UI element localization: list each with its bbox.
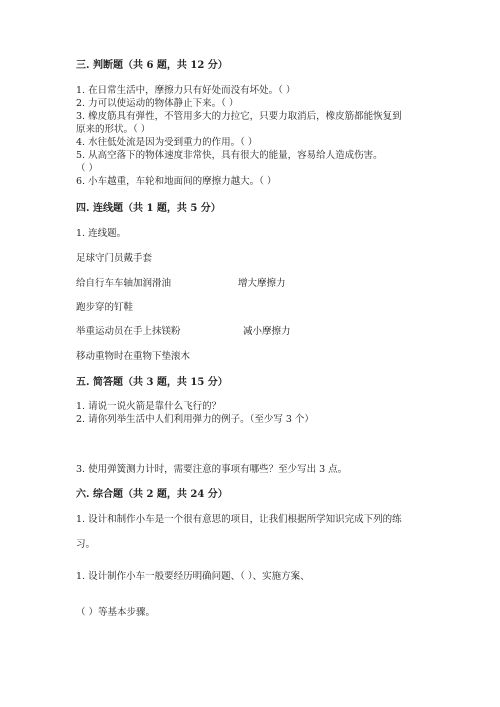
matching-left-item-3: 跑步穿的钉鞋 [76,302,134,313]
matching-question: 1. 连线题。 [76,228,127,239]
section-3-heading: 三. 判断题（共 6 题，共 12 分） [76,60,228,71]
true-false-item-3: 3. 橡皮筋具有弹性，不管用多大的力拉它，只要力取消后，橡皮筋都能恢复到 [76,111,402,122]
short-answer-item-3: 3. 使用弹簧测力计时，需要注意的事项有哪些？至少写出 3 点。 [76,464,348,475]
matching-left-item-5: 移动重物时在重物下垫滚木 [76,351,191,362]
comprehensive-q1-line-1: 1. 设计制作小车一般要经历明确问题、（ ）、实施方案、 [76,571,310,582]
comprehensive-intro-line-2: 习。 [76,539,96,550]
section-4-heading: 四. 连线题（共 1 题，共 5 分） [76,203,221,214]
section-6-heading: 六. 综合题（共 2 题，共 24 分） [76,489,228,500]
matching-left-item-4: 举重运动员在手上抹镁粉 [76,326,181,337]
true-false-item-1: 1. 在日常生活中，摩擦力只有好处而没有坏处。（ ） [76,85,296,96]
matching-right-item-2: 减小摩擦力 [243,326,291,337]
true-false-item-4: 4. 水往低处流是因为受到重力的作用。（ ） [76,137,258,148]
comprehensive-intro-line-1: 1. 设计和制作小车是一个很有意思的项目，让我们根据所学知识完成下列的练 [76,514,402,525]
true-false-item-5-cont: （ ） [76,163,99,174]
true-false-item-3-cont: 原来的形状。（ ） [76,124,151,135]
section-5-heading: 五. 简答题（共 3 题，共 15 分） [76,377,228,388]
matching-right-item-1: 增大摩擦力 [238,278,286,289]
true-false-item-2: 2. 力可以使运动的物体静止下来。（ ） [76,98,239,109]
matching-left-item-1: 足球守门员戴手套 [76,253,153,264]
short-answer-item-1: 1. 请说一说火箭是靠什么飞行的？ [76,401,222,412]
true-false-item-5: 5. 从高空落下的物体速度非常快，具有很大的能量，容易给人造成伤害。 [76,150,383,161]
comprehensive-q1-line-2: （ ）等基本步骤。 [76,607,156,618]
matching-left-item-2: 给自行车车轴加润滑油 [76,278,172,289]
short-answer-item-2: 2. 请你列举生活中人们利用弹力的例子。（至少写 3 个） [76,414,314,425]
true-false-item-6: 6. 小车越重，车轮和地面间的摩擦力越大。（ ） [76,176,277,187]
